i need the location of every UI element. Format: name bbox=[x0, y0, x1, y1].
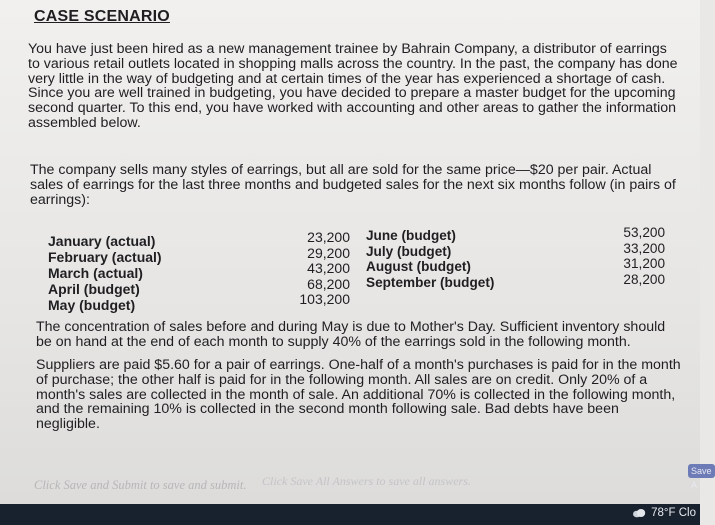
sales-table-left-labels bbox=[48, 233, 162, 313]
sales-value: 68,200 bbox=[307, 275, 350, 292]
sales-month-label: May (budget) bbox=[48, 297, 136, 313]
sales-month-label: August (budget) bbox=[366, 259, 471, 274]
sales-table-left-values bbox=[292, 230, 350, 308]
sales-value: 31,200 bbox=[623, 256, 665, 271]
sales-value: 29,200 bbox=[307, 244, 350, 261]
sales-value: 23,200 bbox=[307, 229, 350, 245]
suppliers-paragraph: Suppliers are paid $5.60 for a pair of earrings. One-half of a month's purchases is paid for in the month of purchase; the other half is paid for in the following month. All sales are on credit. Only 20% of a month's sales are collected in the month of sale. An additional 70% is collected in the following month, and the remaining 10% is collected in the second month following sale. Bad debts have been negligible. bbox=[36, 357, 681, 433]
sales-value: 43,200 bbox=[307, 260, 350, 276]
taskbar bbox=[0, 504, 700, 525]
sales-month-label: April (budget) bbox=[48, 281, 140, 297]
sales-table-right-labels bbox=[366, 228, 494, 290]
weather-widget[interactable] bbox=[632, 507, 696, 519]
sales-value: 53,200 bbox=[623, 225, 665, 240]
sales-month-label: January (actual) bbox=[48, 233, 156, 249]
cloud-icon bbox=[632, 508, 646, 518]
save-button[interactable]: Save A bbox=[688, 464, 715, 478]
sales-value: 103,200 bbox=[299, 291, 350, 307]
sales-month-label: June (budget) bbox=[366, 228, 456, 243]
weather-text: 78°F Clo bbox=[651, 507, 696, 519]
save-submit-hint[interactable]: Click Save and Submit to save and submit. bbox=[34, 478, 247, 492]
case-scenario-title: CASE SCENARIO bbox=[34, 8, 170, 25]
save-all-hint[interactable]: Click Save All Answers to save all answers. bbox=[262, 474, 471, 488]
sales-table-right-values bbox=[610, 225, 665, 287]
intro-paragraph: You have just been hired as a new management trainee by Bahrain Company, a distributor of earrings to various retail outlets located in shopping malls across the country. In the past, the company has done very little in the way of budgeting and at certain times of the year has experienced a shortage of cash. Since you are well trained in budgeting, you have decided to prepare a master budget for the upcoming second quarter. To this end, you have worked with accounting and other areas to gather the information assembled below. bbox=[28, 41, 678, 131]
sales-month-label: March (actual) bbox=[48, 265, 143, 281]
sales-month-label: July (budget) bbox=[366, 243, 452, 259]
sales-value: 28,200 bbox=[623, 271, 665, 287]
sales-intro-paragraph: The company sells many styles of earrings, but all are sold for the same price—$20 per pair. Actual sales of earrings for the last three months and budgeted sales for the next six months follow (in pairs of earrings): bbox=[30, 162, 676, 208]
sales-value: 33,200 bbox=[623, 240, 665, 256]
sales-month-label: February (actual) bbox=[48, 249, 162, 265]
sales-month-label: September (budget) bbox=[366, 274, 495, 290]
inventory-paragraph: The concentration of sales before and during May is due to Mother's Day. Sufficient inventory should be on hand at the end of each month to supply 40% of the earrings sold in the following month. bbox=[36, 319, 666, 350]
